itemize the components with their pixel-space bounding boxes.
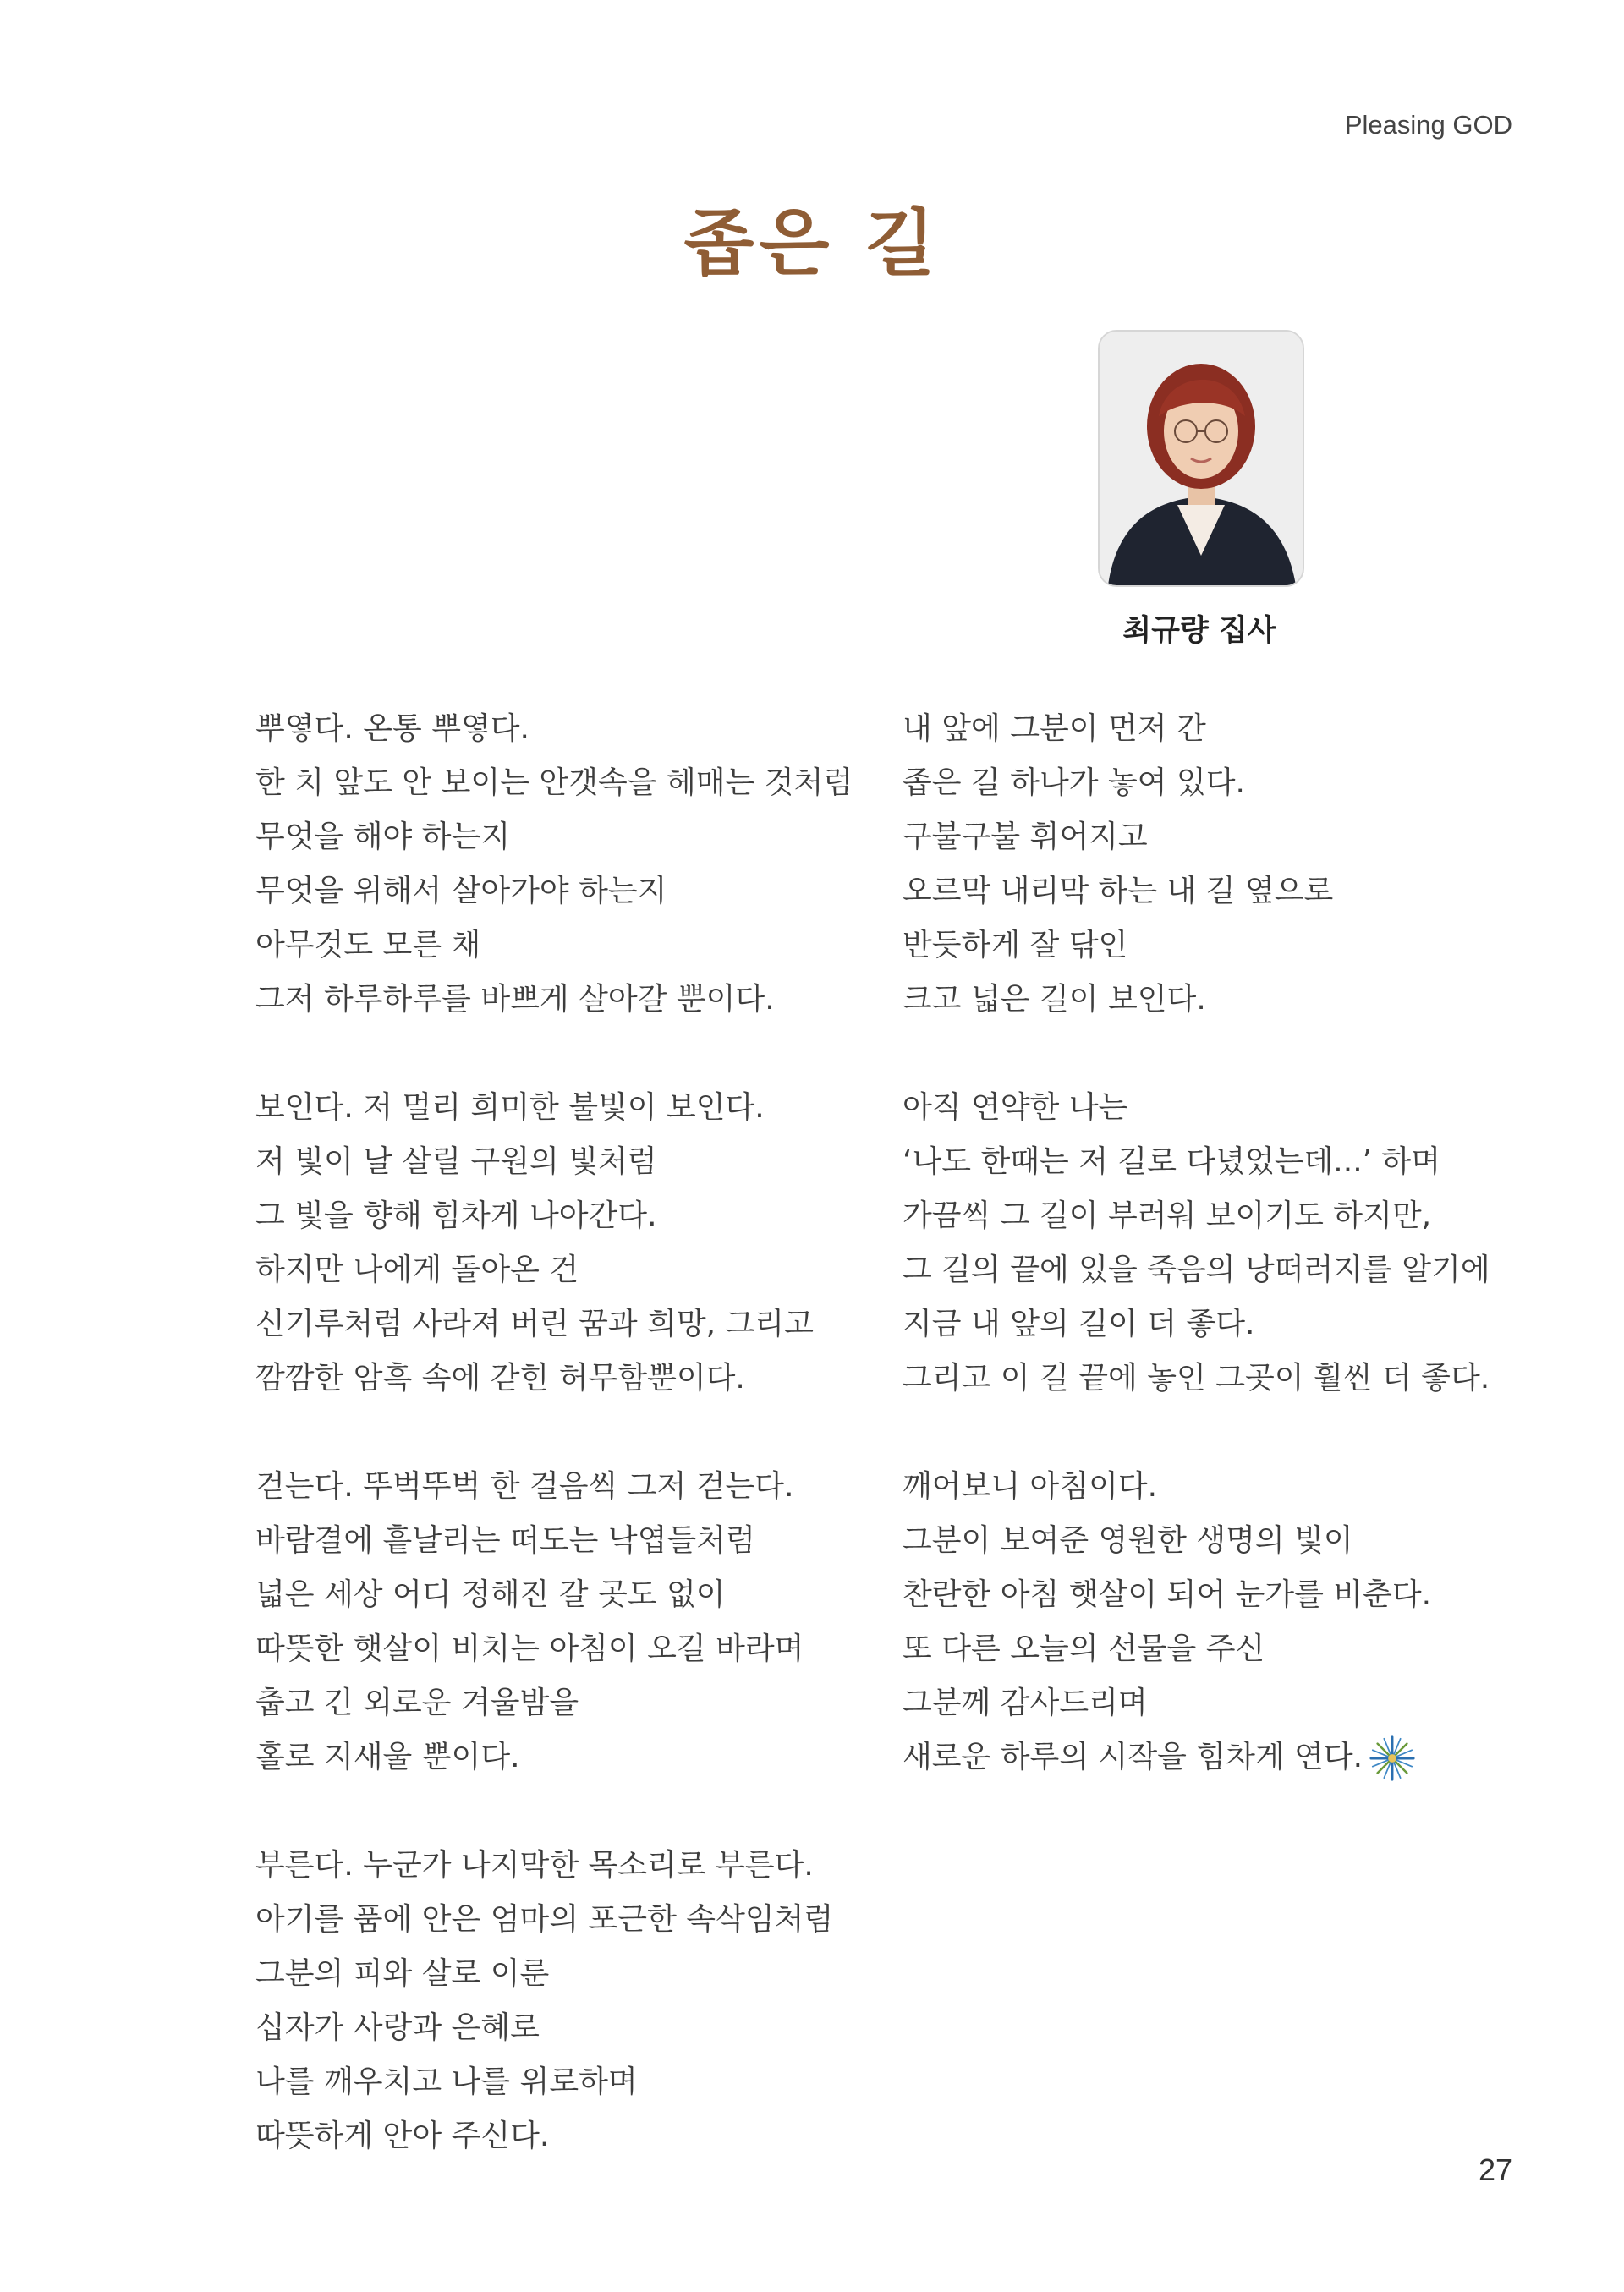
poem-line: 크고 넓은 길이 보인다. <box>903 982 1206 1017</box>
poem-line: 신기루처럼 사라져 버린 꿈과 희망, 그리고 <box>255 1307 814 1341</box>
poem-line: 무엇을 해야 하는지 <box>255 820 511 854</box>
poem-line-last <box>903 1730 1545 1785</box>
author-name: 최규량 집사 <box>1122 614 1276 648</box>
poem-line: 보인다. 저 멀리 희미한 불빛이 보인다. <box>255 1090 765 1125</box>
poem-line: 가끔씩 그 길이 부러워 보이기도 하지만, <box>903 1198 1432 1233</box>
poem-line: 그분의 피와 살로 이룬 <box>255 1956 550 1991</box>
poem-line: 하지만 나에게 돌아온 건 <box>255 1253 579 1287</box>
poem-line: 홀로 지새울 뿐이다. <box>255 1740 520 1774</box>
poem-line: 나를 깨우치고 나를 위로하며 <box>255 2064 638 2099</box>
poem-line: 바람결에 흩날리는 떠도는 낙엽들처럼 <box>255 1523 755 1558</box>
stanza <box>903 702 1545 1027</box>
poem-line: 따뜻한 햇살이 비치는 아침이 오길 바라며 <box>255 1631 804 1666</box>
poem-title: 좁은 길 <box>683 201 941 286</box>
poem-line: 넓은 세상 어디 정해진 갈 곳도 없이 <box>255 1577 726 1612</box>
poem-line: 깜깜한 암흑 속에 갇힌 허무함뿐이다. <box>255 1361 745 1395</box>
poem-line: 한 치 앞도 안 보이는 안갯속을 헤매는 것처럼 <box>255 765 853 800</box>
poem-line: 반듯하게 잘 닦인 <box>903 928 1128 962</box>
decorative-flourish-icon <box>1368 1734 1417 1783</box>
stanza <box>255 702 864 1027</box>
poem-line: 아무것도 모른 채 <box>255 928 481 962</box>
poem-line: 그리고 이 길 끝에 놓인 그곳이 훨씬 더 좋다. <box>903 1361 1490 1395</box>
poem-line: 좁은 길 하나가 놓여 있다. <box>903 765 1245 800</box>
author-portrait-image <box>1100 332 1303 585</box>
poem-line: 그분께 감사드리며 <box>903 1686 1148 1720</box>
poem-line: 십자가 사랑과 은혜로 <box>255 2010 540 2045</box>
stanza <box>255 1081 864 1406</box>
poem-line: 따뜻하게 안아 주신다. <box>255 2119 550 2153</box>
page-number: 27 <box>1478 2152 1512 2187</box>
stanza <box>903 1081 1545 1406</box>
poem-line: ‘나도 한때는 저 길로 다녔었는데...’ 하며 <box>903 1144 1441 1179</box>
poem-line: 깨어보니 아침이다. <box>903 1469 1158 1504</box>
poem-line: 그저 하루하루를 바쁘게 살아갈 뿐이다. <box>255 982 775 1017</box>
author-photo <box>1098 330 1304 587</box>
poem-line: 아기를 품에 안은 엄마의 포근한 속삭임처럼 <box>255 1902 834 1937</box>
poem-line: 오르막 내리막 하는 내 길 옆으로 <box>903 874 1334 908</box>
poem-column-left <box>255 702 864 2218</box>
poem-line-text: 새로운 하루의 시작을 힘차게 연다. <box>903 1740 1363 1774</box>
poem-line: 또 다른 오늘의 선물을 주신 <box>903 1631 1265 1666</box>
poem-line: 그 빛을 향해 힘차게 나아간다. <box>255 1198 657 1233</box>
poem-line: 아직 연약한 나는 <box>903 1090 1128 1125</box>
stanza <box>255 1839 864 2163</box>
poem-line: 무엇을 위해서 살아가야 하는지 <box>255 874 667 908</box>
poem-line: 뿌옇다. 온통 뿌옇다. <box>255 711 529 746</box>
stanza <box>255 1460 864 1785</box>
poem-line: 그 길의 끝에 있을 죽음의 낭떠러지를 알기에 <box>903 1253 1490 1287</box>
poem-line: 구불구불 휘어지고 <box>903 820 1148 854</box>
poem-line: 걷는다. 뚜벅뚜벅 한 걸음씩 그저 걷는다. <box>255 1469 794 1504</box>
poem-line: 내 앞에 그분이 먼저 간 <box>903 711 1206 746</box>
stanza <box>903 1460 1545 1785</box>
poem-line: 지금 내 앞의 길이 더 좋다. <box>903 1307 1255 1341</box>
running-header: Pleasing GOD <box>1344 110 1512 140</box>
poem-line: 찬란한 아침 햇살이 되어 눈가를 비춘다. <box>903 1577 1432 1612</box>
poem-line: 부른다. 누군가 나지막한 목소리로 부른다. <box>255 1848 814 1883</box>
poem-line: 그분이 보여준 영원한 생명의 빛이 <box>903 1523 1353 1558</box>
poem-line: 춥고 긴 외로운 겨울밤을 <box>255 1686 579 1720</box>
poem-line: 저 빛이 날 살릴 구원의 빛처럼 <box>255 1144 657 1179</box>
poem-column-right <box>903 702 1545 1839</box>
